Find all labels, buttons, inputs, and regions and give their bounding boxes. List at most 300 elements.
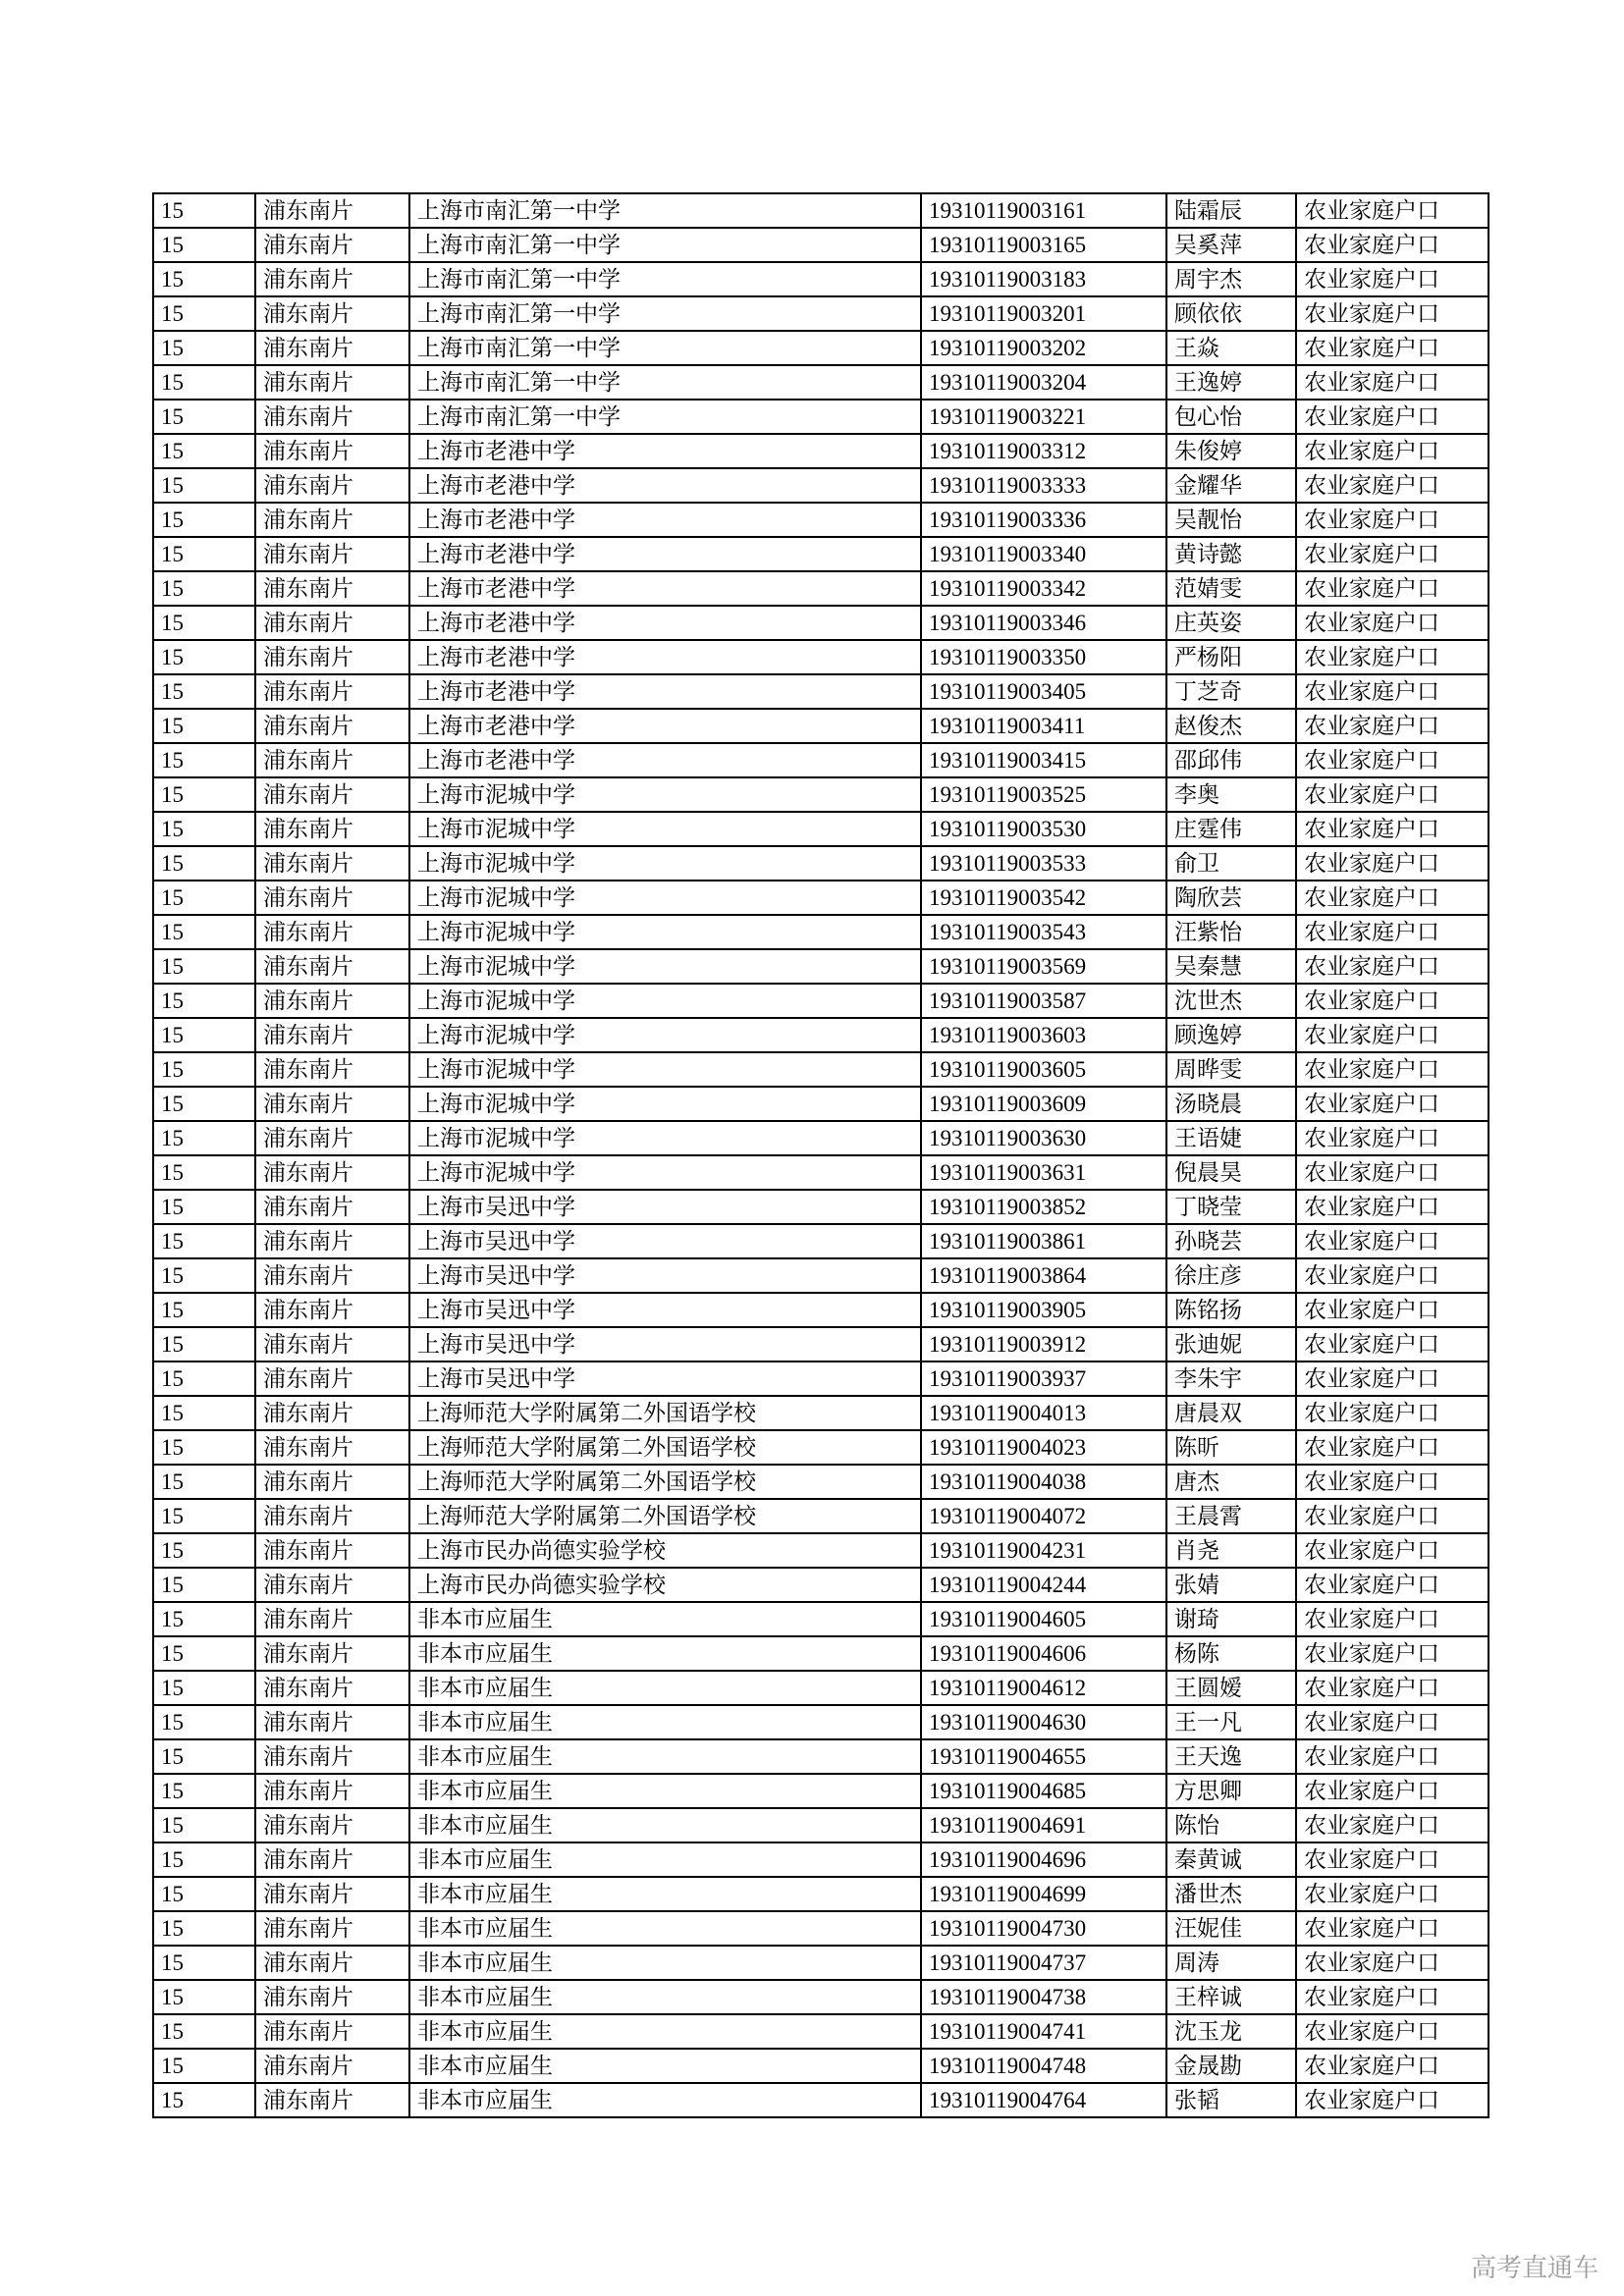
cell-candidate-number: 19310119003530 [921, 812, 1166, 846]
cell-batch-code: 15 [153, 674, 255, 709]
cell-batch-code: 15 [153, 2049, 255, 2083]
cell-district: 浦东南片 [255, 400, 409, 434]
cell-household-type: 农业家庭户口 [1296, 1190, 1489, 1224]
cell-district: 浦东南片 [255, 1396, 409, 1430]
cell-school: 上海市民办尚德实验学校 [409, 1568, 921, 1602]
cell-student-name: 周宇杰 [1166, 262, 1296, 296]
cell-district: 浦东南片 [255, 1087, 409, 1121]
cell-household-type: 农业家庭户口 [1296, 1602, 1489, 1636]
cell-student-name: 沈玉龙 [1166, 2014, 1296, 2049]
table-row [153, 881, 1489, 915]
cell-district: 浦东南片 [255, 1774, 409, 1808]
table-row [153, 1121, 1489, 1155]
cell-candidate-number: 19310119004737 [921, 1946, 1166, 1980]
cell-school: 上海市老港中学 [409, 503, 921, 537]
cell-student-name: 张婧 [1166, 1568, 1296, 1602]
cell-household-type: 农业家庭户口 [1296, 262, 1489, 296]
cell-district: 浦东南片 [255, 193, 409, 228]
watermark-text: 高考直通车 [1470, 2254, 1598, 2283]
cell-district: 浦东南片 [255, 640, 409, 674]
cell-batch-code: 15 [153, 1499, 255, 1533]
cell-school: 上海市吴迅中学 [409, 1327, 921, 1362]
cell-student-name: 吴靓怡 [1166, 503, 1296, 537]
cell-school: 上海市老港中学 [409, 743, 921, 777]
cell-batch-code: 15 [153, 1911, 255, 1946]
cell-batch-code: 15 [153, 1430, 255, 1465]
cell-household-type: 农业家庭户口 [1296, 777, 1489, 812]
cell-district: 浦东南片 [255, 949, 409, 984]
cell-household-type: 农业家庭户口 [1296, 1774, 1489, 1808]
cell-district: 浦东南片 [255, 1190, 409, 1224]
cell-student-name: 朱俊婷 [1166, 434, 1296, 468]
cell-student-name: 周涛 [1166, 1946, 1296, 1980]
cell-student-name: 李朱宇 [1166, 1362, 1296, 1396]
cell-student-name: 王语婕 [1166, 1121, 1296, 1155]
cell-district: 浦东南片 [255, 262, 409, 296]
cell-candidate-number: 19310119004738 [921, 1980, 1166, 2014]
cell-household-type: 农业家庭户口 [1296, 1946, 1489, 1980]
cell-student-name: 汪紫怡 [1166, 915, 1296, 949]
cell-district: 浦东南片 [255, 1362, 409, 1396]
table-row [153, 1808, 1489, 1842]
cell-school: 非本市应届生 [409, 2014, 921, 2049]
cell-student-name: 陈铭扬 [1166, 1293, 1296, 1327]
cell-batch-code: 15 [153, 812, 255, 846]
cell-household-type: 农业家庭户口 [1296, 881, 1489, 915]
cell-candidate-number: 19310119004606 [921, 1636, 1166, 1671]
cell-school: 非本市应届生 [409, 1946, 921, 1980]
table-row [153, 777, 1489, 812]
cell-batch-code: 15 [153, 949, 255, 984]
cell-district: 浦东南片 [255, 1052, 409, 1087]
cell-candidate-number: 19310119003912 [921, 1327, 1166, 1362]
table-row [153, 915, 1489, 949]
cell-household-type: 农业家庭户口 [1296, 1121, 1489, 1155]
cell-district: 浦东南片 [255, 777, 409, 812]
cell-district: 浦东南片 [255, 1636, 409, 1671]
cell-student-name: 严杨阳 [1166, 640, 1296, 674]
table-row [153, 503, 1489, 537]
cell-district: 浦东南片 [255, 1842, 409, 1877]
cell-district: 浦东南片 [255, 2014, 409, 2049]
cell-batch-code: 15 [153, 228, 255, 262]
cell-batch-code: 15 [153, 1258, 255, 1293]
cell-school: 上海市老港中学 [409, 537, 921, 571]
cell-school: 上海师范大学附属第二外国语学校 [409, 1499, 921, 1533]
cell-student-name: 汪妮佳 [1166, 1911, 1296, 1946]
cell-school: 上海市吴迅中学 [409, 1293, 921, 1327]
cell-student-name: 包心怡 [1166, 400, 1296, 434]
cell-candidate-number: 19310119003350 [921, 640, 1166, 674]
cell-district: 浦东南片 [255, 674, 409, 709]
cell-batch-code: 15 [153, 1671, 255, 1705]
cell-batch-code: 15 [153, 1396, 255, 1430]
cell-candidate-number: 19310119004741 [921, 2014, 1166, 2049]
table-row [153, 1362, 1489, 1396]
table-row [153, 1705, 1489, 1739]
cell-batch-code: 15 [153, 1877, 255, 1911]
cell-household-type: 农业家庭户口 [1296, 949, 1489, 984]
cell-school: 非本市应届生 [409, 2049, 921, 2083]
cell-district: 浦东南片 [255, 812, 409, 846]
cell-school: 上海市泥城中学 [409, 846, 921, 881]
cell-student-name: 顾逸婷 [1166, 1018, 1296, 1052]
cell-batch-code: 15 [153, 1980, 255, 2014]
cell-candidate-number: 19310119004630 [921, 1705, 1166, 1739]
cell-school: 上海师范大学附属第二外国语学校 [409, 1465, 921, 1499]
cell-candidate-number: 19310119003411 [921, 709, 1166, 743]
cell-candidate-number: 19310119004612 [921, 1671, 1166, 1705]
cell-student-name: 李奥 [1166, 777, 1296, 812]
cell-school: 上海市泥城中学 [409, 1087, 921, 1121]
table-row [153, 434, 1489, 468]
cell-district: 浦东南片 [255, 434, 409, 468]
cell-candidate-number: 19310119003202 [921, 331, 1166, 365]
cell-student-name: 张迪妮 [1166, 1327, 1296, 1362]
cell-candidate-number: 19310119003864 [921, 1258, 1166, 1293]
cell-district: 浦东南片 [255, 1293, 409, 1327]
cell-household-type: 农业家庭户口 [1296, 1155, 1489, 1190]
cell-household-type: 农业家庭户口 [1296, 606, 1489, 640]
cell-candidate-number: 19310119004038 [921, 1465, 1166, 1499]
cell-candidate-number: 19310119003569 [921, 949, 1166, 984]
cell-household-type: 农业家庭户口 [1296, 1980, 1489, 2014]
cell-district: 浦东南片 [255, 846, 409, 881]
cell-candidate-number: 19310119003587 [921, 984, 1166, 1018]
cell-batch-code: 15 [153, 606, 255, 640]
cell-candidate-number: 19310119003165 [921, 228, 1166, 262]
cell-household-type: 农业家庭户口 [1296, 1052, 1489, 1087]
cell-student-name: 金晟勘 [1166, 2049, 1296, 2083]
cell-student-name: 金耀华 [1166, 468, 1296, 503]
cell-household-type: 农业家庭户口 [1296, 331, 1489, 365]
cell-household-type: 农业家庭户口 [1296, 503, 1489, 537]
cell-district: 浦东南片 [255, 1121, 409, 1155]
cell-batch-code: 15 [153, 1121, 255, 1155]
cell-school: 非本市应届生 [409, 1671, 921, 1705]
cell-school: 上海市民办尚德实验学校 [409, 1533, 921, 1568]
cell-batch-code: 15 [153, 881, 255, 915]
cell-batch-code: 15 [153, 2083, 255, 2117]
cell-student-name: 吴奚萍 [1166, 228, 1296, 262]
cell-household-type: 农业家庭户口 [1296, 400, 1489, 434]
roster-body [153, 193, 1489, 2117]
cell-school: 非本市应届生 [409, 1980, 921, 2014]
cell-district: 浦东南片 [255, 571, 409, 606]
cell-household-type: 农业家庭户口 [1296, 1568, 1489, 1602]
cell-household-type: 农业家庭户口 [1296, 1224, 1489, 1258]
cell-batch-code: 15 [153, 1087, 255, 1121]
cell-school: 上海市泥城中学 [409, 949, 921, 984]
cell-candidate-number: 19310119003630 [921, 1121, 1166, 1155]
cell-household-type: 农业家庭户口 [1296, 1087, 1489, 1121]
cell-district: 浦东南片 [255, 1705, 409, 1739]
table-row [153, 1224, 1489, 1258]
cell-household-type: 农业家庭户口 [1296, 434, 1489, 468]
cell-district: 浦东南片 [255, 1224, 409, 1258]
cell-district: 浦东南片 [255, 296, 409, 331]
cell-student-name: 庄霆伟 [1166, 812, 1296, 846]
cell-candidate-number: 19310119003631 [921, 1155, 1166, 1190]
cell-candidate-number: 19310119003542 [921, 881, 1166, 915]
cell-candidate-number: 19310119003543 [921, 915, 1166, 949]
cell-school: 上海市南汇第一中学 [409, 296, 921, 331]
cell-candidate-number: 19310119003312 [921, 434, 1166, 468]
cell-batch-code: 15 [153, 296, 255, 331]
cell-district: 浦东南片 [255, 1911, 409, 1946]
cell-school: 上海市泥城中学 [409, 915, 921, 949]
table-row [153, 365, 1489, 400]
cell-school: 上海师范大学附属第二外国语学校 [409, 1396, 921, 1430]
cell-district: 浦东南片 [255, 1946, 409, 1980]
cell-district: 浦东南片 [255, 1568, 409, 1602]
cell-district: 浦东南片 [255, 1258, 409, 1293]
cell-school: 上海市老港中学 [409, 709, 921, 743]
table-row [153, 743, 1489, 777]
cell-batch-code: 15 [153, 1808, 255, 1842]
cell-household-type: 农业家庭户口 [1296, 709, 1489, 743]
cell-candidate-number: 19310119003609 [921, 1087, 1166, 1121]
cell-candidate-number: 19310119003852 [921, 1190, 1166, 1224]
table-row [153, 1396, 1489, 1430]
cell-batch-code: 15 [153, 1636, 255, 1671]
cell-candidate-number: 19310119003161 [921, 193, 1166, 228]
cell-batch-code: 15 [153, 709, 255, 743]
cell-school: 上海市吴迅中学 [409, 1258, 921, 1293]
cell-school: 上海市南汇第一中学 [409, 365, 921, 400]
cell-school: 上海市老港中学 [409, 640, 921, 674]
cell-student-name: 俞卫 [1166, 846, 1296, 881]
table-row [153, 1258, 1489, 1293]
cell-student-name: 肖尧 [1166, 1533, 1296, 1568]
cell-batch-code: 15 [153, 1190, 255, 1224]
cell-student-name: 倪晨昊 [1166, 1155, 1296, 1190]
cell-student-name: 陈怡 [1166, 1808, 1296, 1842]
table-row [153, 1671, 1489, 1705]
table-row [153, 1842, 1489, 1877]
cell-school: 上海市南汇第一中学 [409, 193, 921, 228]
cell-household-type: 农业家庭户口 [1296, 2083, 1489, 2117]
cell-school: 上海市老港中学 [409, 571, 921, 606]
cell-batch-code: 15 [153, 571, 255, 606]
cell-candidate-number: 19310119003342 [921, 571, 1166, 606]
cell-batch-code: 15 [153, 777, 255, 812]
cell-school: 上海市南汇第一中学 [409, 228, 921, 262]
cell-household-type: 农业家庭户口 [1296, 743, 1489, 777]
cell-school: 上海市泥城中学 [409, 984, 921, 1018]
cell-batch-code: 15 [153, 1774, 255, 1808]
cell-household-type: 农业家庭户口 [1296, 1636, 1489, 1671]
cell-batch-code: 15 [153, 434, 255, 468]
cell-household-type: 农业家庭户口 [1296, 1465, 1489, 1499]
cell-school: 非本市应届生 [409, 1602, 921, 1636]
cell-household-type: 农业家庭户口 [1296, 468, 1489, 503]
cell-household-type: 农业家庭户口 [1296, 2049, 1489, 2083]
table-row [153, 1430, 1489, 1465]
table-row [153, 846, 1489, 881]
cell-batch-code: 15 [153, 1052, 255, 1087]
cell-batch-code: 15 [153, 2014, 255, 2049]
cell-school: 上海市泥城中学 [409, 1155, 921, 1190]
cell-candidate-number: 19310119003605 [921, 1052, 1166, 1087]
table-row [153, 949, 1489, 984]
cell-student-name: 邵邱伟 [1166, 743, 1296, 777]
table-row [153, 2083, 1489, 2117]
cell-district: 浦东南片 [255, 2049, 409, 2083]
cell-batch-code: 15 [153, 262, 255, 296]
cell-student-name: 唐晨双 [1166, 1396, 1296, 1430]
cell-batch-code: 15 [153, 1293, 255, 1327]
cell-district: 浦东南片 [255, 1155, 409, 1190]
cell-household-type: 农业家庭户口 [1296, 571, 1489, 606]
cell-household-type: 农业家庭户口 [1296, 1911, 1489, 1946]
cell-district: 浦东南片 [255, 1499, 409, 1533]
cell-student-name: 沈世杰 [1166, 984, 1296, 1018]
cell-household-type: 农业家庭户口 [1296, 984, 1489, 1018]
cell-household-type: 农业家庭户口 [1296, 296, 1489, 331]
cell-student-name: 徐庄彦 [1166, 1258, 1296, 1293]
cell-student-name: 陆霜辰 [1166, 193, 1296, 228]
cell-household-type: 农业家庭户口 [1296, 1396, 1489, 1430]
cell-household-type: 农业家庭户口 [1296, 1018, 1489, 1052]
cell-batch-code: 15 [153, 1533, 255, 1568]
cell-candidate-number: 19310119004764 [921, 2083, 1166, 2117]
cell-household-type: 农业家庭户口 [1296, 1362, 1489, 1396]
table-row [153, 262, 1489, 296]
cell-candidate-number: 19310119003415 [921, 743, 1166, 777]
cell-district: 浦东南片 [255, 881, 409, 915]
cell-candidate-number: 19310119004696 [921, 1842, 1166, 1877]
cell-district: 浦东南片 [255, 1465, 409, 1499]
cell-candidate-number: 19310119004244 [921, 1568, 1166, 1602]
cell-candidate-number: 19310119004072 [921, 1499, 1166, 1533]
cell-candidate-number: 19310119003533 [921, 846, 1166, 881]
cell-student-name: 王晨霄 [1166, 1499, 1296, 1533]
table-row [153, 1568, 1489, 1602]
cell-batch-code: 15 [153, 1018, 255, 1052]
cell-candidate-number: 19310119004685 [921, 1774, 1166, 1808]
cell-school: 上海市泥城中学 [409, 1018, 921, 1052]
table-row [153, 1980, 1489, 2014]
cell-household-type: 农业家庭户口 [1296, 1808, 1489, 1842]
cell-district: 浦东南片 [255, 503, 409, 537]
cell-student-name: 陈昕 [1166, 1430, 1296, 1465]
cell-candidate-number: 19310119003333 [921, 468, 1166, 503]
cell-student-name: 孙晓芸 [1166, 1224, 1296, 1258]
cell-batch-code: 15 [153, 193, 255, 228]
cell-school: 上海市泥城中学 [409, 1121, 921, 1155]
cell-district: 浦东南片 [255, 1327, 409, 1362]
cell-batch-code: 15 [153, 1327, 255, 1362]
table-row [153, 193, 1489, 228]
cell-household-type: 农业家庭户口 [1296, 2014, 1489, 2049]
cell-candidate-number: 19310119003937 [921, 1362, 1166, 1396]
cell-school: 上海市老港中学 [409, 606, 921, 640]
cell-household-type: 农业家庭户口 [1296, 812, 1489, 846]
cell-school: 非本市应届生 [409, 2083, 921, 2117]
cell-candidate-number: 19310119004013 [921, 1396, 1166, 1430]
cell-candidate-number: 19310119003336 [921, 503, 1166, 537]
table-row [153, 1052, 1489, 1087]
cell-school: 非本市应届生 [409, 1877, 921, 1911]
cell-batch-code: 15 [153, 640, 255, 674]
cell-household-type: 农业家庭户口 [1296, 537, 1489, 571]
table-row [153, 331, 1489, 365]
cell-household-type: 农业家庭户口 [1296, 1842, 1489, 1877]
cell-district: 浦东南片 [255, 709, 409, 743]
table-row [153, 400, 1489, 434]
cell-batch-code: 15 [153, 915, 255, 949]
cell-household-type: 农业家庭户口 [1296, 1739, 1489, 1774]
cell-batch-code: 15 [153, 1465, 255, 1499]
cell-school: 上海市泥城中学 [409, 881, 921, 915]
table-row [153, 2049, 1489, 2083]
cell-school: 上海市南汇第一中学 [409, 331, 921, 365]
cell-candidate-number: 19310119003861 [921, 1224, 1166, 1258]
cell-district: 浦东南片 [255, 1739, 409, 1774]
cell-student-name: 王天逸 [1166, 1739, 1296, 1774]
cell-household-type: 农业家庭户口 [1296, 1877, 1489, 1911]
cell-batch-code: 15 [153, 1842, 255, 1877]
cell-district: 浦东南片 [255, 365, 409, 400]
cell-student-name: 秦黄诚 [1166, 1842, 1296, 1877]
cell-district: 浦东南片 [255, 228, 409, 262]
cell-district: 浦东南片 [255, 1808, 409, 1842]
cell-school: 上海市吴迅中学 [409, 1190, 921, 1224]
table-row [153, 1877, 1489, 1911]
table-row [153, 674, 1489, 709]
cell-candidate-number: 19310119004699 [921, 1877, 1166, 1911]
table-row [153, 228, 1489, 262]
cell-student-name: 唐杰 [1166, 1465, 1296, 1499]
cell-candidate-number: 19310119003201 [921, 296, 1166, 331]
cell-district: 浦东南片 [255, 1533, 409, 1568]
cell-student-name: 潘世杰 [1166, 1877, 1296, 1911]
cell-household-type: 农业家庭户口 [1296, 1327, 1489, 1362]
cell-district: 浦东南片 [255, 984, 409, 1018]
table-row [153, 1293, 1489, 1327]
cell-candidate-number: 19310119004691 [921, 1808, 1166, 1842]
cell-student-name: 王一凡 [1166, 1705, 1296, 1739]
table-row [153, 984, 1489, 1018]
cell-household-type: 农业家庭户口 [1296, 915, 1489, 949]
cell-student-name: 方思卿 [1166, 1774, 1296, 1808]
cell-household-type: 农业家庭户口 [1296, 228, 1489, 262]
table-row [153, 1087, 1489, 1121]
cell-school: 上海市老港中学 [409, 468, 921, 503]
cell-school: 上海市南汇第一中学 [409, 262, 921, 296]
cell-batch-code: 15 [153, 1224, 255, 1258]
cell-household-type: 农业家庭户口 [1296, 1499, 1489, 1533]
cell-batch-code: 15 [153, 984, 255, 1018]
cell-household-type: 农业家庭户口 [1296, 640, 1489, 674]
table-row [153, 1739, 1489, 1774]
table-row [153, 1774, 1489, 1808]
cell-school: 上海市老港中学 [409, 674, 921, 709]
cell-household-type: 农业家庭户口 [1296, 674, 1489, 709]
table-row [153, 1636, 1489, 1671]
cell-student-name: 汤晓晨 [1166, 1087, 1296, 1121]
cell-candidate-number: 19310119004231 [921, 1533, 1166, 1568]
cell-household-type: 农业家庭户口 [1296, 1705, 1489, 1739]
cell-candidate-number: 19310119003905 [921, 1293, 1166, 1327]
cell-student-name: 陶欣芸 [1166, 881, 1296, 915]
table-row [153, 571, 1489, 606]
table-row [153, 1602, 1489, 1636]
cell-household-type: 农业家庭户口 [1296, 1258, 1489, 1293]
table-row [153, 1190, 1489, 1224]
cell-candidate-number: 19310119003340 [921, 537, 1166, 571]
